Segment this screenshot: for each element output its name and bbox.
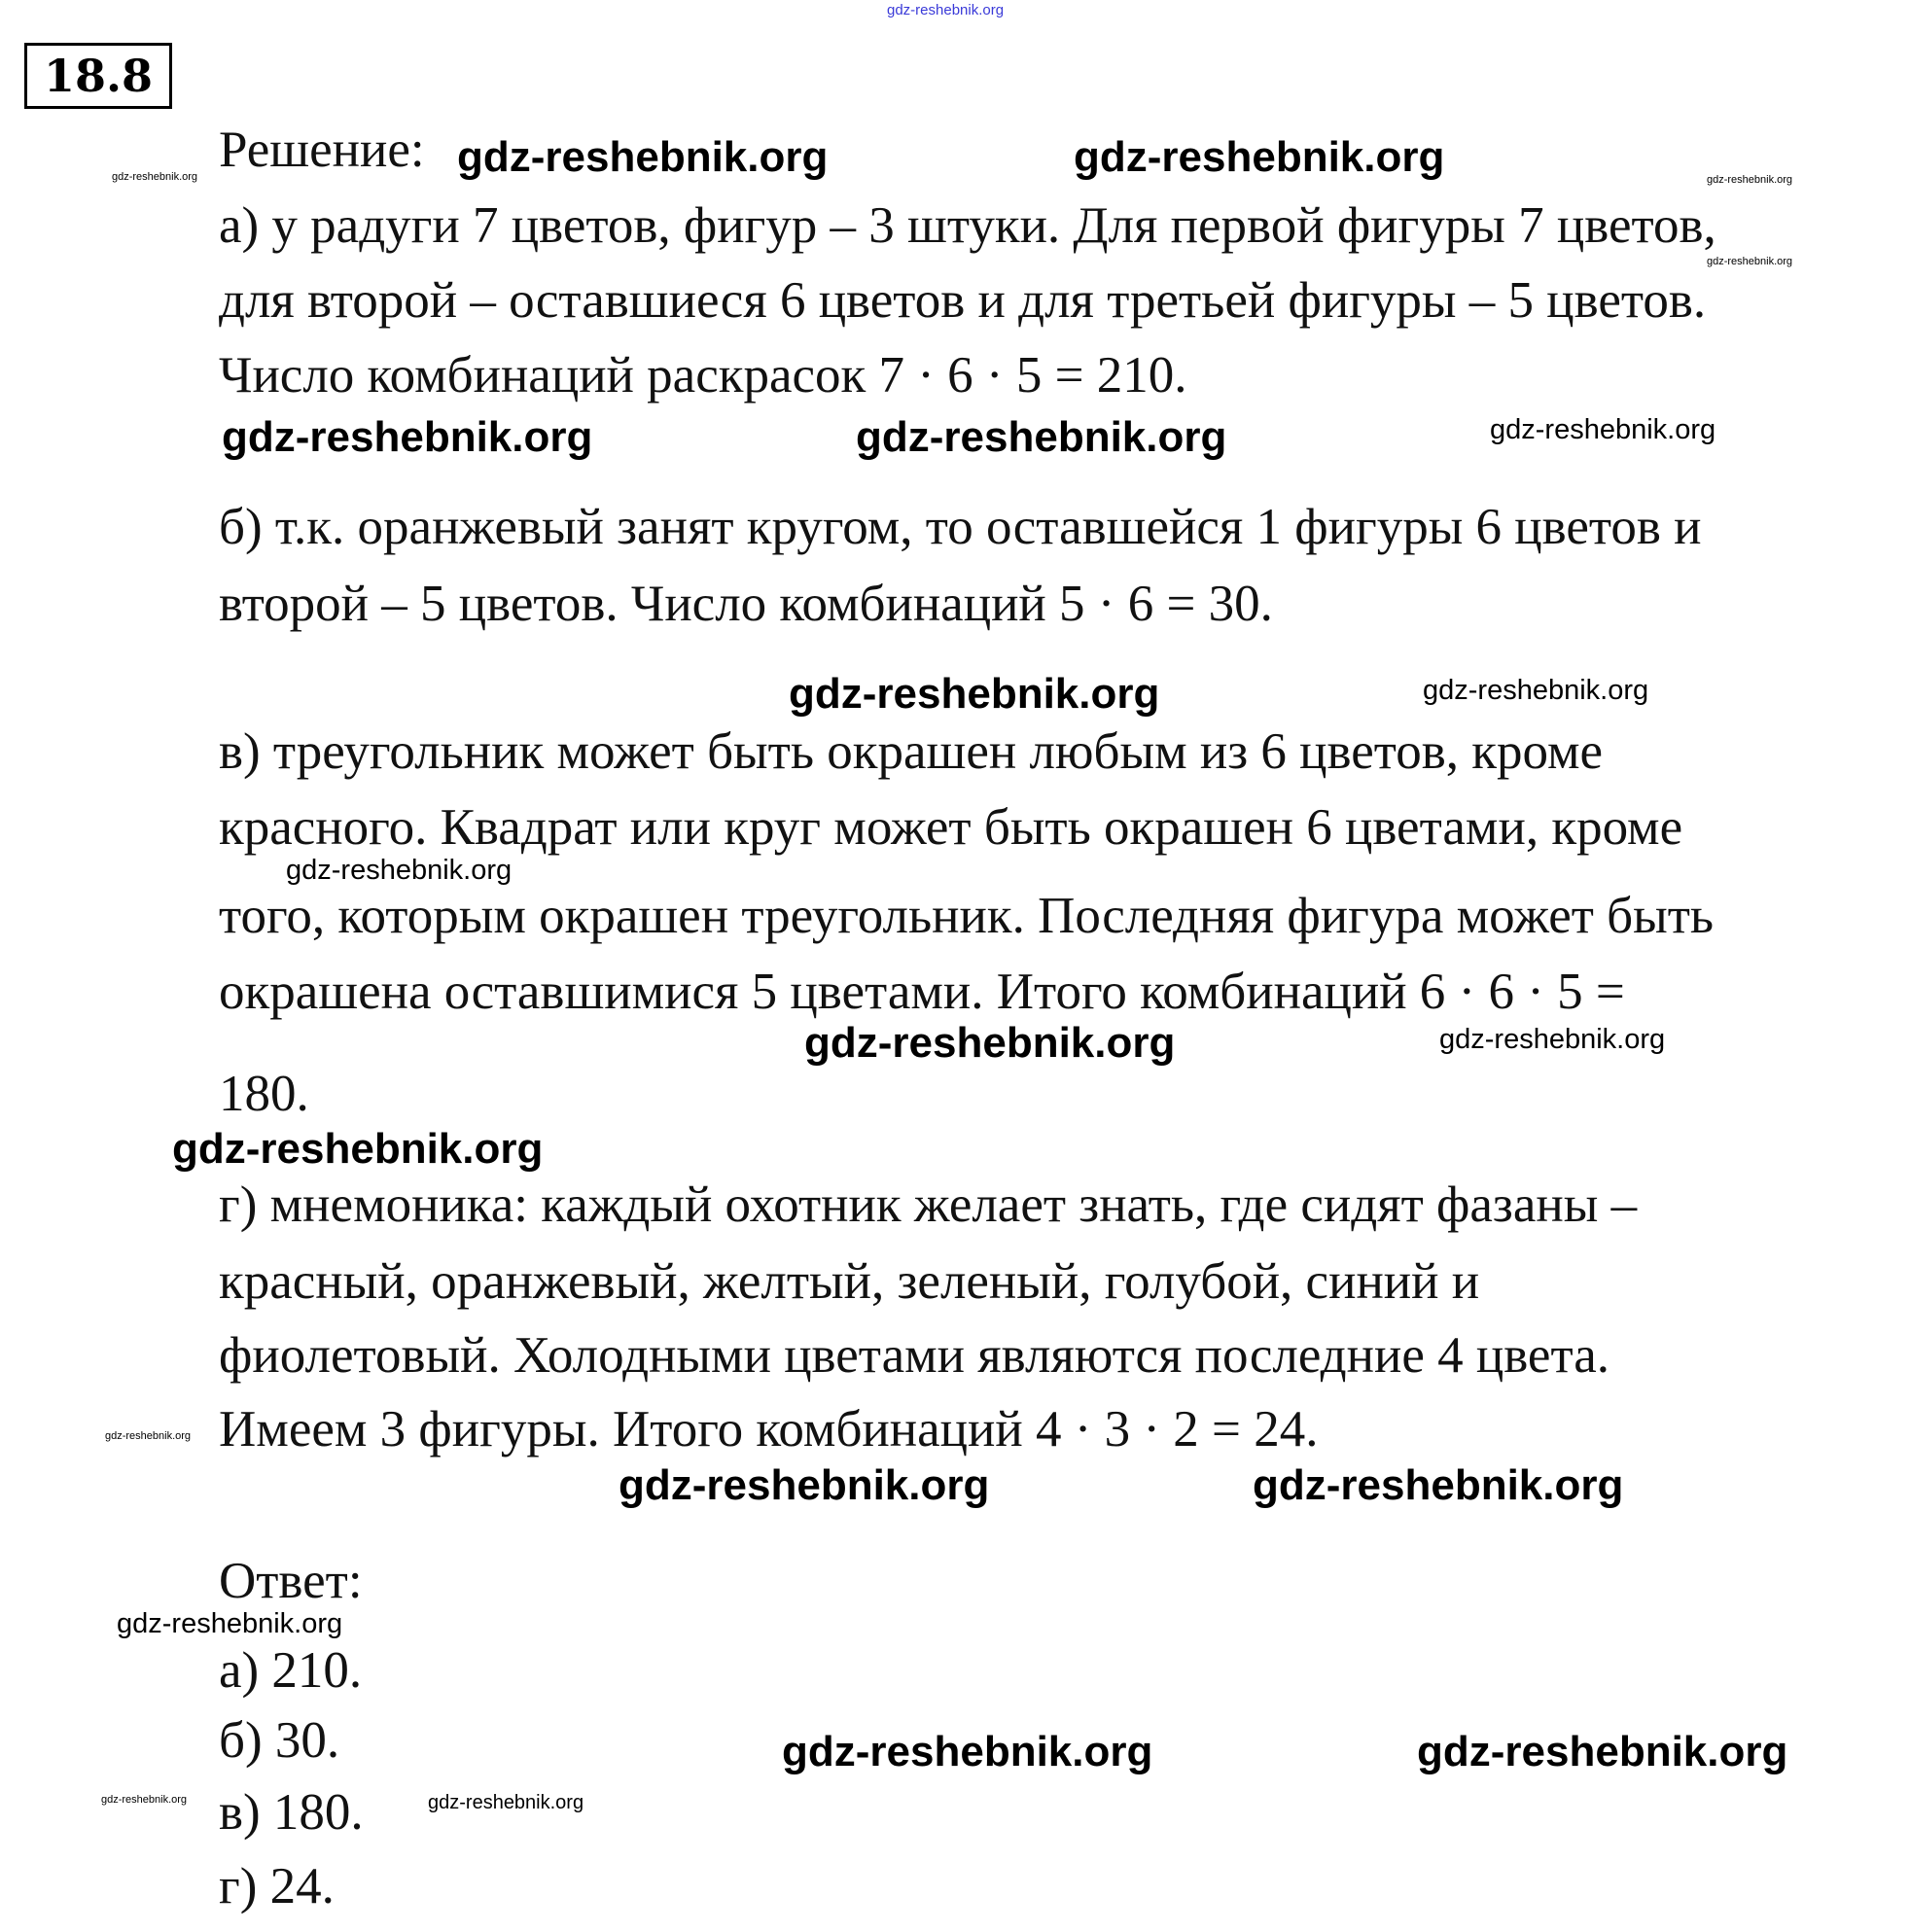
watermark: gdz-reshebnik.org [1490,414,1716,445]
watermark: gdz-reshebnik.org [222,413,593,461]
answer-label: Ответ: [219,1553,363,1609]
watermark: gdz-reshebnik.org [1417,1728,1788,1775]
part-b-line: б) т.к. оранжевый занят кругом, то оставшейся 1 фигуры 6 цветов и [219,499,1702,555]
answer-item: б) 30. [219,1712,340,1769]
part-a-line: а) у радуги 7 цветов, фигур – 3 штуки. Для первой фигуры 7 цветов, [219,197,1716,254]
watermark: gdz-reshebnik.org [105,1430,192,1442]
part-v-line: красного. Квадрат или круг может быть окрашен 6 цветами, кроме [219,799,1683,856]
watermark: gdz-reshebnik.org [117,1608,343,1639]
watermark: gdz-reshebnik.org [1439,1024,1666,1055]
part-v-line: окрашена оставшимися 5 цветами. Итого комбинаций 6 · 6 · 5 = [219,964,1625,1020]
part-g-line: красный, оранжевый, желтый, зеленый, голубой, синий и [219,1253,1480,1310]
part-g-line: Имеем 3 фигуры. Итого комбинаций 4 · 3 · 2 = 24. [219,1401,1319,1458]
answer-item: г) 24. [219,1858,335,1914]
part-v-line: 180. [219,1066,309,1122]
watermark: gdz-reshebnik.org [1423,675,1649,706]
part-g-line: г) мнемоника: каждый охотник желает знать, где сидят фазаны – [219,1177,1638,1233]
watermark: gdz-reshebnik.org [782,1728,1153,1775]
watermark: gdz-reshebnik.org [286,855,513,886]
part-v-line: того, которым окрашен треугольник. Последняя фигура может быть [219,888,1715,944]
watermark: gdz-reshebnik.org [112,171,198,183]
watermark: gdz-reshebnik.org [428,1792,584,1813]
watermark: gdz-reshebnik.org [172,1125,544,1173]
solution-label: Решение: [219,122,425,178]
answer-item: в) 180. [219,1784,364,1841]
watermark-top: gdz-reshebnik.org [887,2,1005,18]
watermark: gdz-reshebnik.org [856,413,1227,461]
watermark: gdz-reshebnik.org [101,1794,188,1806]
watermark: gdz-reshebnik.org [1707,256,1793,267]
watermark: gdz-reshebnik.org [1074,133,1445,181]
part-b-line: второй – 5 цветов. Число комбинаций 5 · 6 = 30. [219,576,1273,632]
problem-number: 18.8 [24,43,172,109]
watermark: gdz-reshebnik.org [1707,174,1793,186]
watermark: gdz-reshebnik.org [619,1461,990,1509]
watermark: gdz-reshebnik.org [1253,1461,1624,1509]
part-v-line: в) треугольник может быть окрашен любым из 6 цветов, кроме [219,723,1604,780]
answer-item: а) 210. [219,1642,363,1699]
watermark: gdz-reshebnik.org [789,670,1160,718]
watermark: gdz-reshebnik.org [804,1019,1176,1067]
watermark: gdz-reshebnik.org [457,133,829,181]
part-g-line: фиолетовый. Холодными цветами являются последние 4 цвета. [219,1327,1610,1384]
part-a-line: Число комбинаций раскрасок 7 · 6 · 5 = 210. [219,347,1187,404]
part-a-line: для второй – оставшиеся 6 цветов и для третьей фигуры – 5 цветов. [219,272,1707,329]
